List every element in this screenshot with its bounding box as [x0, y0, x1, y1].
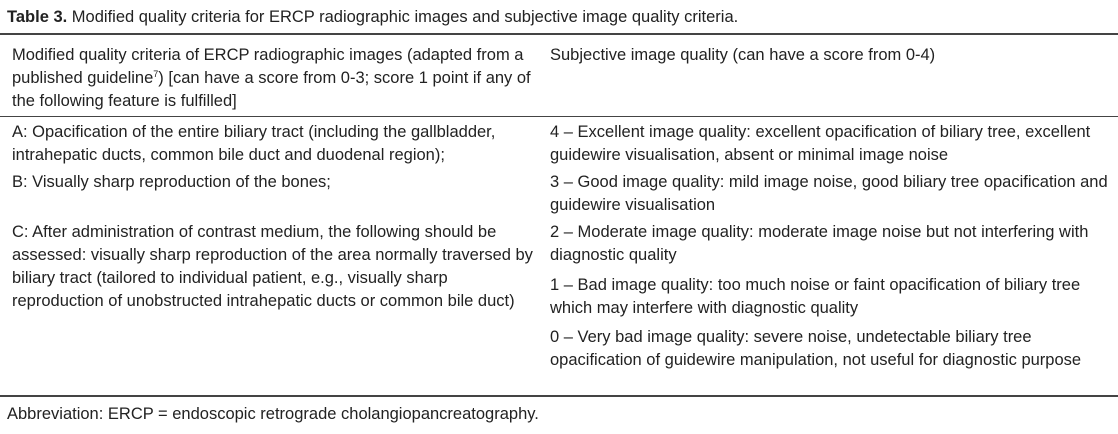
- criteria-row-c: C: After administration of contrast medium, the following should be assessed: visually sharp reproduction of the area normally traversed by biliary tract (tailored to individual patient, e.g., visually sharp reproduction of unobstructed intrahepatic ducts or common bile duct): [12, 223, 533, 310]
- quality-score-4: 4 – Excellent image quality: excellent opacification of biliary tree, excellent guidewire visualisation, absent or minimal image noise: [550, 123, 1091, 164]
- table-caption-text: Modified quality criteria for ERCP radiographic images and subjective image quality criteria.: [67, 8, 739, 26]
- header-criteria-text: Modified quality criteria of ERCP radiographic images (adapted from a published guideline: [12, 46, 524, 87]
- quality-score-3: 3 – Good image quality: mild image noise, good biliary tree opacification and guidewire visualisation: [550, 173, 1108, 214]
- table-top-rule: [0, 33, 1118, 35]
- reference-superscript: 7: [153, 69, 159, 79]
- table-bottom-rule: [0, 395, 1118, 397]
- header-cell-quality-criteria: [12, 44, 540, 113]
- quality-score-0: 0 – Very bad image quality: severe noise, undetectable biliary tree opacification of guidewire manipulation, not useful for diagnostic purpose: [550, 328, 1082, 369]
- table-header-rule: [0, 116, 1118, 117]
- header-criteria-text-cont: ) [can have a score from 0-3; score 1 point if any of the following feature is fulfilled]: [12, 69, 531, 110]
- header-cell-subjective-quality: Subjective image quality (can have a score from 0-4): [550, 46, 936, 64]
- criteria-row-a: A: Opacification of the entire biliary tract (including the gallbladder, intrahepatic ducts, common bile duct and duodenal region);: [12, 123, 496, 164]
- table-caption: [7, 7, 738, 27]
- quality-score-2: 2 – Moderate image quality: moderate image noise but not interfering with diagnostic quality: [550, 223, 1089, 264]
- criteria-row-b: B: Visually sharp reproduction of the bones;: [12, 173, 331, 191]
- table-caption-label: Table 3.: [7, 8, 68, 26]
- table-footnote: Abbreviation: ERCP = endoscopic retrograde cholangiopancreatography.: [7, 405, 539, 423]
- quality-score-1: 1 – Bad image quality: too much noise or faint opacification of biliary tree which may interfere with diagnostic quality: [550, 276, 1081, 317]
